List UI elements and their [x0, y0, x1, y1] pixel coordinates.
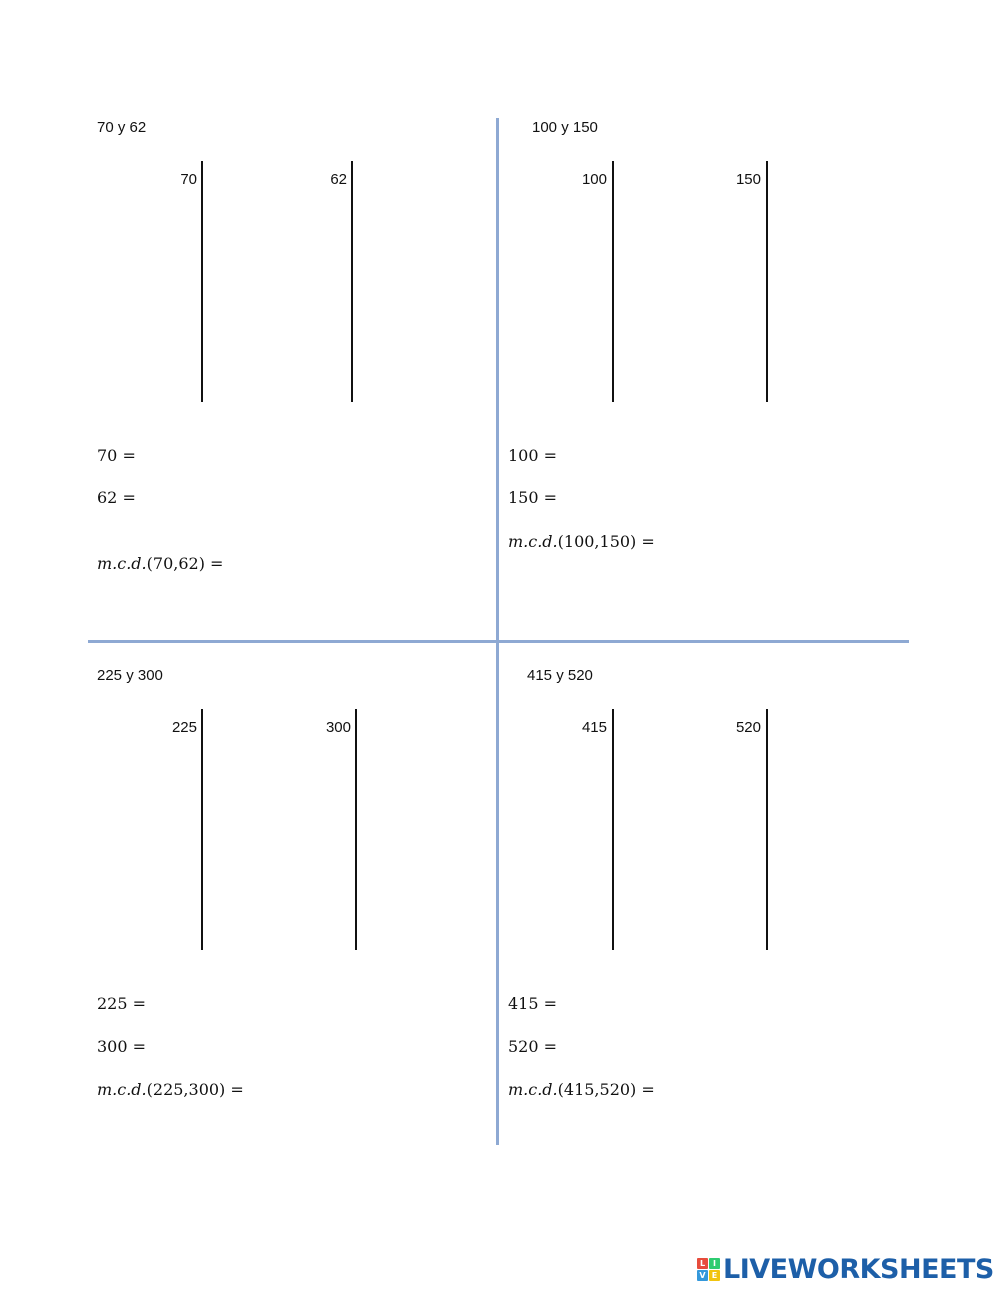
division-ladder-line [351, 161, 353, 402]
gcd-line[interactable] [508, 532, 655, 551]
gcd-arguments: (225,300) = [146, 1080, 244, 1099]
factorization-line-second[interactable]: 62 = [97, 488, 136, 507]
gcd-function: m.c.d. [97, 1080, 147, 1099]
horizontal-divider [88, 640, 909, 643]
logo-icon [697, 1258, 720, 1281]
exercise-title: 415 y 520 [527, 667, 593, 684]
logo-block-i: I [709, 1258, 720, 1269]
ladder-number-first: 70 [180, 171, 197, 188]
gcd-function: m.c.d. [508, 532, 558, 551]
exercise-title: 100 y 150 [532, 119, 598, 136]
exercise-title: 70 y 62 [97, 119, 147, 136]
ladder-number-second: 150 [735, 171, 761, 188]
factorization-line-first[interactable]: 70 = [97, 446, 136, 465]
ladder-number-first: 100 [581, 171, 607, 188]
division-ladder-line [201, 161, 203, 402]
gcd-function: m.c.d. [97, 554, 147, 573]
logo-block-l: L [697, 1258, 708, 1269]
ladder-number-second: 62 [330, 171, 347, 188]
vertical-divider [496, 118, 499, 1145]
gcd-arguments: (100,150) = [557, 532, 655, 551]
division-ladder-line [355, 709, 357, 950]
ladder-number-second: 300 [325, 719, 351, 736]
division-ladder-line [612, 709, 614, 950]
gcd-function: m.c.d. [508, 1080, 558, 1099]
liveworksheets-logo [697, 1254, 994, 1284]
factorization-line-second[interactable]: 520 = [508, 1037, 558, 1056]
logo-block-v: V [697, 1270, 708, 1281]
division-ladder-line [612, 161, 614, 402]
factorization-line-first[interactable]: 100 = [508, 446, 558, 465]
ladder-number-first: 225 [171, 719, 197, 736]
gcd-line[interactable] [508, 1080, 655, 1099]
gcd-line[interactable] [97, 1080, 244, 1099]
ladder-number-first: 415 [581, 719, 607, 736]
ladder-number-second: 520 [735, 719, 761, 736]
factorization-line-second[interactable]: 300 = [97, 1037, 147, 1056]
gcd-arguments: (415,520) = [557, 1080, 655, 1099]
division-ladder-line [766, 161, 768, 402]
factorization-line-first[interactable]: 225 = [97, 994, 147, 1013]
division-ladder-line [766, 709, 768, 950]
exercise-title: 225 y 300 [97, 667, 163, 684]
division-ladder-line [201, 709, 203, 950]
factorization-line-first[interactable]: 415 = [508, 994, 558, 1013]
logo-block-e: E [709, 1270, 720, 1281]
gcd-arguments: (70,62) = [146, 554, 224, 573]
logo-text: LIVEWORKSHEETS [723, 1253, 994, 1285]
gcd-line[interactable] [97, 554, 223, 573]
factorization-line-second[interactable]: 150 = [508, 488, 558, 507]
